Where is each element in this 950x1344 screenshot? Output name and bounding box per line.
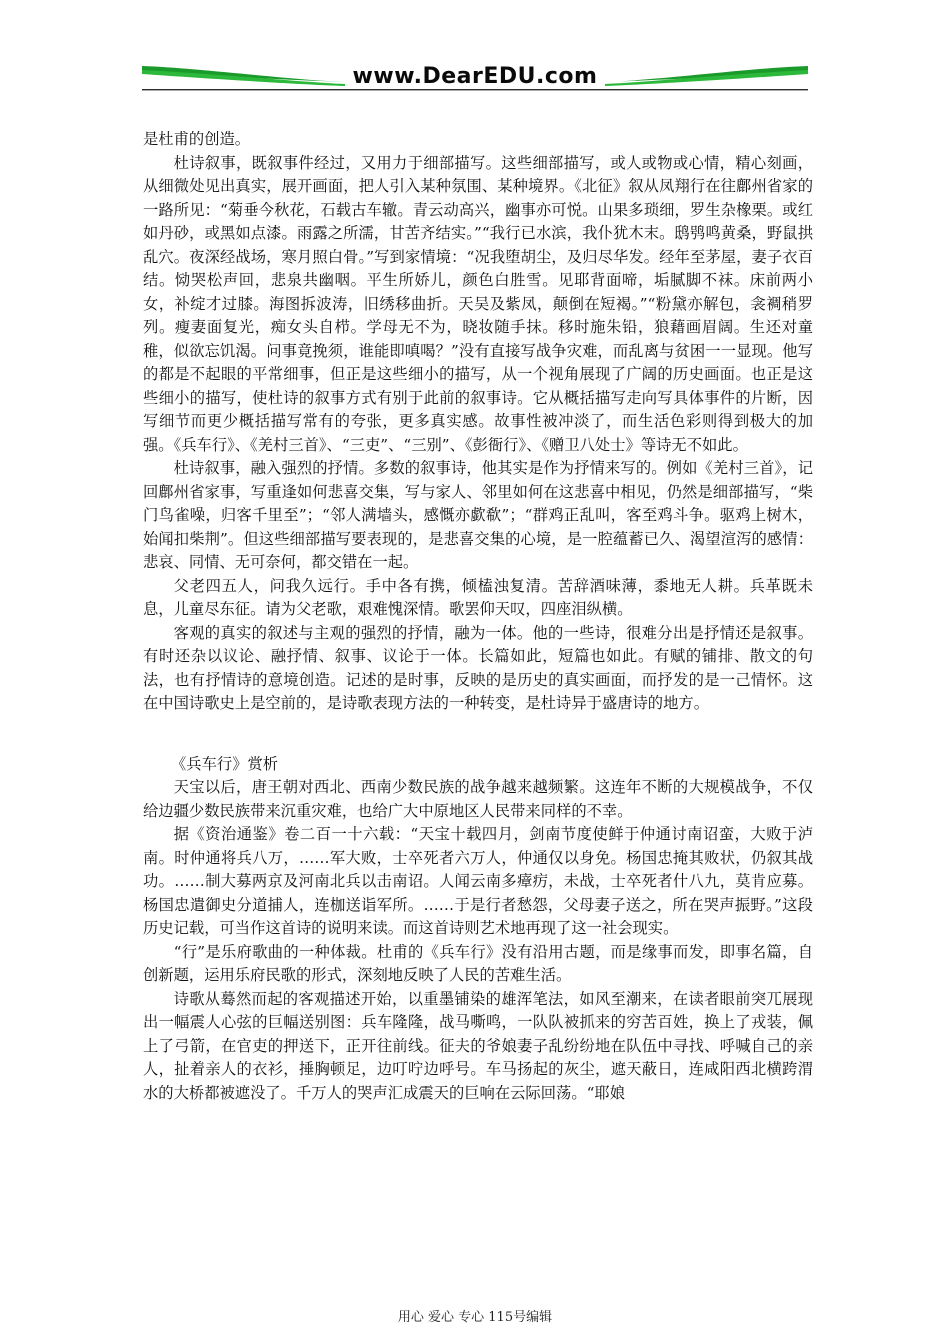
page-footer: 用心 爱心 专心 115号编辑 (397, 1310, 553, 1325)
paragraph: 杜诗叙事，既叙事件经过，又用力于细部描写。这些细部描写，或人或物或心情，精心刻画，从细微处见出真实，展开画面，把人引入某种氛围、某种境界。《北征》叙从凤翔行在往鄜州省家的一路所见：“菊垂今秋花，石载古车辙。青云动高兴，幽事亦可悦。山果多琐细，罗生杂橡栗。或红如丹砂，或黑如点漆。雨露之所濡，甘苦齐结实。”“我行已水滨，我仆犹木末。鸱鸮鸣黄桑，野鼠拱乱穴。夜深经战场，寒月照白骨。”写到家情境：“况我堕胡尘，及归尽华发。经年至茅屋，妻子衣百结。恸哭松声回，悲泉共幽咽。平生所娇儿，颜色白胜雪。见耶背面啼，垢腻脚不袜。床前两小女，补绽才过膝。海图拆波涛，旧绣移曲折。天吴及紫凤，颠倒在短褐。”“粉黛亦解包，衾裯稍罗列。瘦妻面复光，痴女头自栉。学母无不为，晓妆随手抹。移时施朱铅，狼藉画眉阔。生还对童稚，似欲忘饥渴。问事竟挽须，谁能即嗔喝？”没有直接写战争灾难，而乱离与贫困一一显现。他写的都是不起眼的平常细事，但正是这些细小的描写，从一个视角展现了广阔的历史画面。也正是这些细小的描写，使杜诗的叙事方式有别于此前的叙事诗。它从概括描写走向写具体事件的片断，因写细节而更少概括描写常有的夸张，更多真实感。故事性被冲淡了，而生活色彩则得到极大的加强。《兵车行》、《羌村三首》、“三吏”、“三别”、《彭衙行》、《赠卫八处士》等诗无不如此。 (143, 153, 813, 454)
site-logo-text[interactable]: www.DearEDU.com (352, 64, 598, 89)
paragraph: 诗歌从蓦然而起的客观描述开始，以重墨铺染的雄浑笔法，如风至潮来，在读者眼前突兀展现出一幅震人心弦的巨幅送别图：兵车隆隆，战马嘶鸣，一队队被抓来的穷苦百姓，换上了戎装，佩上了弓箭，在官吏的押送下，正开往前线。征夫的爷娘妻子乱纷纷地在队伍中寻找、呼喊自己的亲人，扯着亲人的衣衫，捶胸顿足，边叮咛边呼号。车马扬起的灰尘，遮天蔽日，连咸阳西北横跨渭水的大桥都被遮没了。千万人的哭声汇成震天的巨响在云际回荡。“耶娘 (143, 989, 813, 1102)
paragraph: 是杜甫的创造。 (143, 130, 251, 148)
article-body (143, 128, 813, 1105)
paragraph: 杜诗叙事，融入强烈的抒情。多数的叙事诗，他其实是作为抒情来写的。例如《羌村三首》，记回鄜州省家事，写重逢如何悲喜交集，写与家人、邻里如何在这悲喜中相见，仍然是细部描写，“柴门鸟雀噪，归客千里至”；“邻人满墙头，感慨亦歔欷”；“群鸡正乱叫，客至鸡斗争。驱鸡上树木，始闻扣柴荆”。但这些细部描写要表现的，是悲喜交集的心境，是一腔蕴蓄已久、渴望渲泻的感情：悲哀、同情、无可奈何，都交错在一起。 (143, 459, 813, 571)
site-header (140, 58, 810, 98)
section-title: 《兵车行》赏析 (171, 754, 279, 773)
paragraph: 据《资治通鉴》卷二百一十六载：“天宝十载四月，剑南节度使鲜于仲通讨南诏蛮，大败于泸南。时仲通将兵八万，……军大败，士卒死者六万人，仲通仅以身免。杨国忠掩其败状，仍叙其战功。……制大募两京及河南北兵以击南诏。人闻云南多瘴疠，未战，士卒死者什八九，莫肯应募。杨国忠遣御史分道捕人，连枷送诣军所。……于是行者愁怨，父母妻子送之，所在哭声振野。”这段历史记载，可当作这首诗的说明来读。而这首诗则艺术地再现了这一社会现实。 (143, 825, 813, 937)
paragraph: 天宝以后，唐王朝对西北、西南少数民族的战争越来越频繁。这连年不断的大规模战争，不仅给边疆少数民族带来沉重灾难，也给广大中原地区人民带来同样的不幸。 (143, 778, 813, 820)
paragraph: 客观的真实的叙述与主观的强烈的抒情，融为一体。他的一些诗，很难分出是抒情还是叙事。有时还杂以议论、融抒情、叙事、议论于一体。长篇如此，短篇也如此。有赋的铺排、散文的句法，也有抒情诗的意境创造。记述的是时事，反映的是历史的真实画面，而抒发的是一己情怀。这在中国诗歌史上是空前的，是诗歌表现方法的一种转变，是杜诗异于盛唐诗的地方。 (143, 623, 813, 712)
poem-quote: 父老四五人，问我久远行。手中各有携，倾榼浊复清。苦辞酒味薄，黍地无人耕。兵革既未息，儿童尽东征。请为父老歌，艰难愧深情。歌罢仰天叹，四座泪纵横。 (143, 576, 813, 618)
section-gap (143, 716, 813, 753)
paragraph: “行”是乐府歌曲的一种体裁。杜甫的《兵车行》没有沿用古题，而是缘事而发，即事名篇，自创新题，运用乐府民歌的形式，深刻地反映了人民的苦难生活。 (143, 942, 813, 984)
